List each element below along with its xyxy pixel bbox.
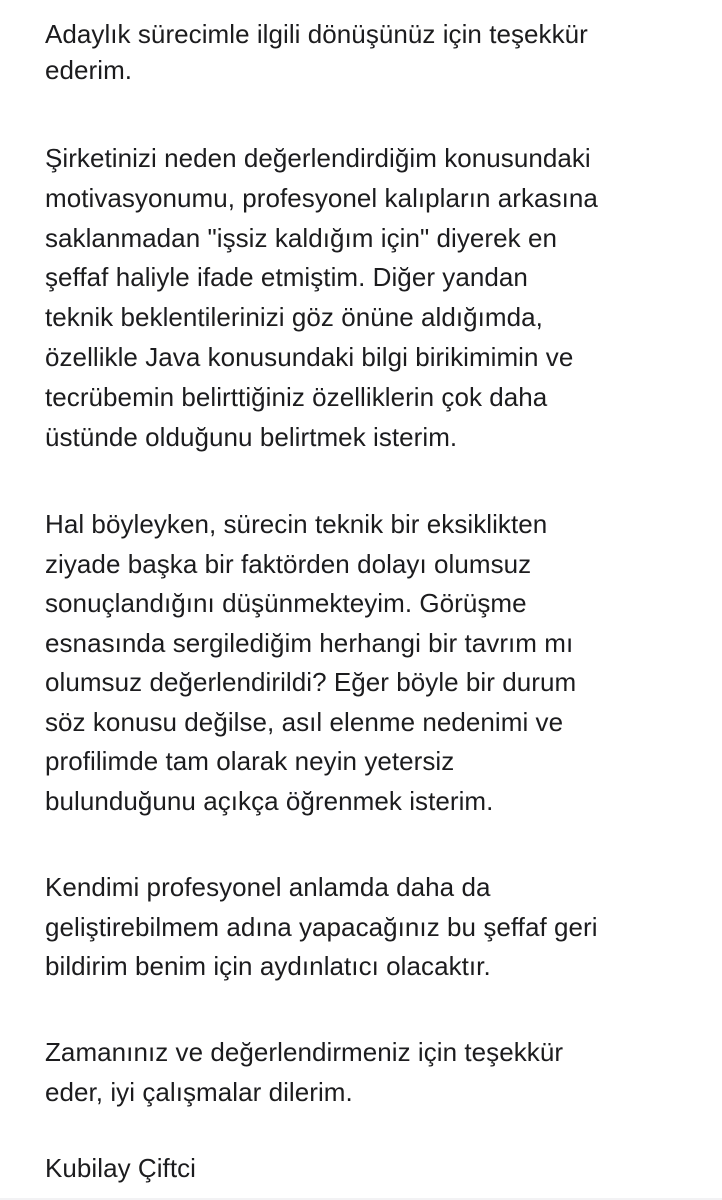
paragraph-1-line: Adaylık sürecimle ilgili dönüşünüz için teşekkür xyxy=(45,19,588,49)
paragraph-3-line: söz konusu değilse, asıl elenme nedenimi ve xyxy=(45,707,564,737)
paragraph-3-line: sonuçlandığını düşünmekteyim. Görüşme xyxy=(45,588,527,618)
paragraph-3-line: esnasında sergilediğim herhangi bir tavrım mı xyxy=(45,628,574,658)
paragraph-5-line: eder, iyi çalışmalar dilerim. xyxy=(45,1077,353,1107)
paragraph-2-line: tecrübemin belirttiğiniz özelliklerin çok daha xyxy=(45,382,548,412)
paragraph-3-line: profilimde tam olarak neyin yetersiz xyxy=(45,746,455,776)
paragraph-2-line: motivasyonumu, profesyonel kalıpların arkasına xyxy=(45,183,598,213)
paragraph-3-line: bulunduğunu açıkça öğrenmek isterim. xyxy=(45,786,494,816)
paragraph-2-line: Şirketinizi neden değerlendirdiğim konusundaki xyxy=(45,143,591,173)
paragraph-3-line: olumsuz değerlendirildi? Eğer böyle bir durum xyxy=(45,667,577,697)
paragraph-1-line: ederim. xyxy=(45,55,133,85)
signature-name: Kubilay Çiftci xyxy=(45,1153,196,1183)
paragraph-2-line: teknik beklentilerinizi göz önüne aldığımda, xyxy=(45,302,543,332)
paragraph-2-line: şeffaf haliyle ifade etmiştim. Diğer yandan xyxy=(45,262,528,292)
paragraph-3-line: ziyade başka bir faktörden dolayı olumsuz xyxy=(45,549,532,579)
paragraph-4-line: bildirim benim için aydınlatıcı olacaktır. xyxy=(45,951,491,981)
paragraph-2-line: özellikle Java konusundaki bilgi birikimimin ve xyxy=(45,342,574,372)
paragraph-2-line: saklanmadan "işsiz kaldığım için" diyerek en xyxy=(45,223,557,253)
paragraph-2-line: üstünde olduğunu belirtmek isterim. xyxy=(45,422,458,452)
paragraph-4-line: Kendimi profesyonel anlamda daha da xyxy=(45,872,491,902)
paragraph-5-line: Zamanınız ve değerlendirmeniz için teşekkür xyxy=(45,1037,564,1067)
paragraph-4-line: geliştirebilmem adına yapacağınız bu şeffaf geri xyxy=(45,912,598,942)
paragraph-3-line: Hal böyleyken, sürecin teknik bir eksiklikten xyxy=(45,509,548,539)
